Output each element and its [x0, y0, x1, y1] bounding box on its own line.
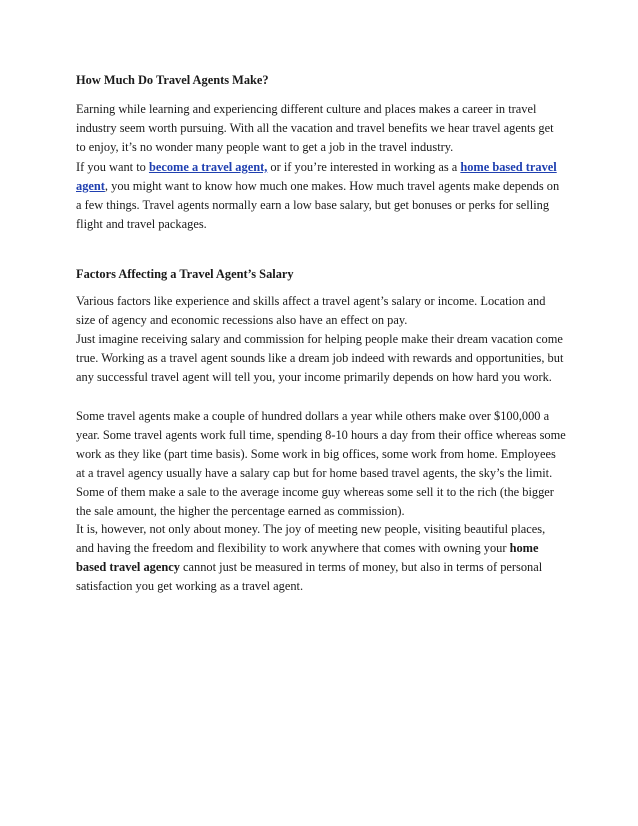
paragraph-imagine: Just imagine receiving salary and commission for helping people make their dream vacation come true. Working as a travel agent sounds like a dream job indeed with rewards and opportunities, but any successful travel agent will tell you, your income primarily depends on how hard you work.	[76, 332, 564, 384]
heading-salary-factors: Factors Affecting a Travel Agent’s Salary	[76, 267, 294, 281]
link-home-based-travel-agent[interactable]: home based travel agent	[76, 160, 557, 193]
bold-home-based-travel-agency: home based travel agency	[76, 541, 539, 574]
paragraph-links-text-2: or if you’re interested in working as a	[267, 160, 461, 174]
link-become-travel-agent[interactable]: become a travel agent,	[148, 160, 268, 174]
paragraph-links-text-3: , you might want to know how much one makes. How much travel agents make depends on a few things. Travel agents normally earn a low base salary, but get bonuses or perks for selling flight and travel packages.	[76, 179, 560, 231]
paragraph-earnings-range: Some travel agents make a couple of hundred dollars a year while others make over $100,000 a year. Some travel agents work full time, spending 8-10 hours a day from their office whereas some work as they like (part time basis). Some work in big offices, some work from home. Employees at a travel agency usually have a salary cap but for home based travel agents, the sky’s the limit. Some of them make a sale to the average income guy whereas some sell it to the rich (the bigger the sale amount, the higher the percentage earned as commission).	[76, 409, 566, 518]
paragraph-intro: Earning while learning and experiencing different culture and places makes a career in travel industry seem worth pursuing. With all the vacation and travel benefits we hear travel agents get to enjoy, it’s no wonder many people want to get a job in the travel industry.	[76, 102, 554, 154]
paragraph-links	[76, 158, 566, 234]
paragraph-not-only-money	[76, 520, 566, 596]
paragraph-links-text-1: If you want to	[76, 160, 149, 174]
heading-travel-agent-pay: How Much Do Travel Agents Make?	[76, 73, 269, 87]
paragraph-money-text-1: It is, however, not only about money. The joy of meeting new people, visiting beautiful places, and having the freedom and flexibility to work anywhere that comes with owning your	[76, 522, 546, 555]
paragraph-factors: Various factors like experience and skills affect a travel agent’s salary or income. Location and size of agency and economic recessions also have an effect on pay.	[76, 294, 546, 327]
paragraph-money-text-2: cannot just be measured in terms of money, but also in terms of personal satisfaction you get working as a travel agent.	[76, 560, 543, 593]
